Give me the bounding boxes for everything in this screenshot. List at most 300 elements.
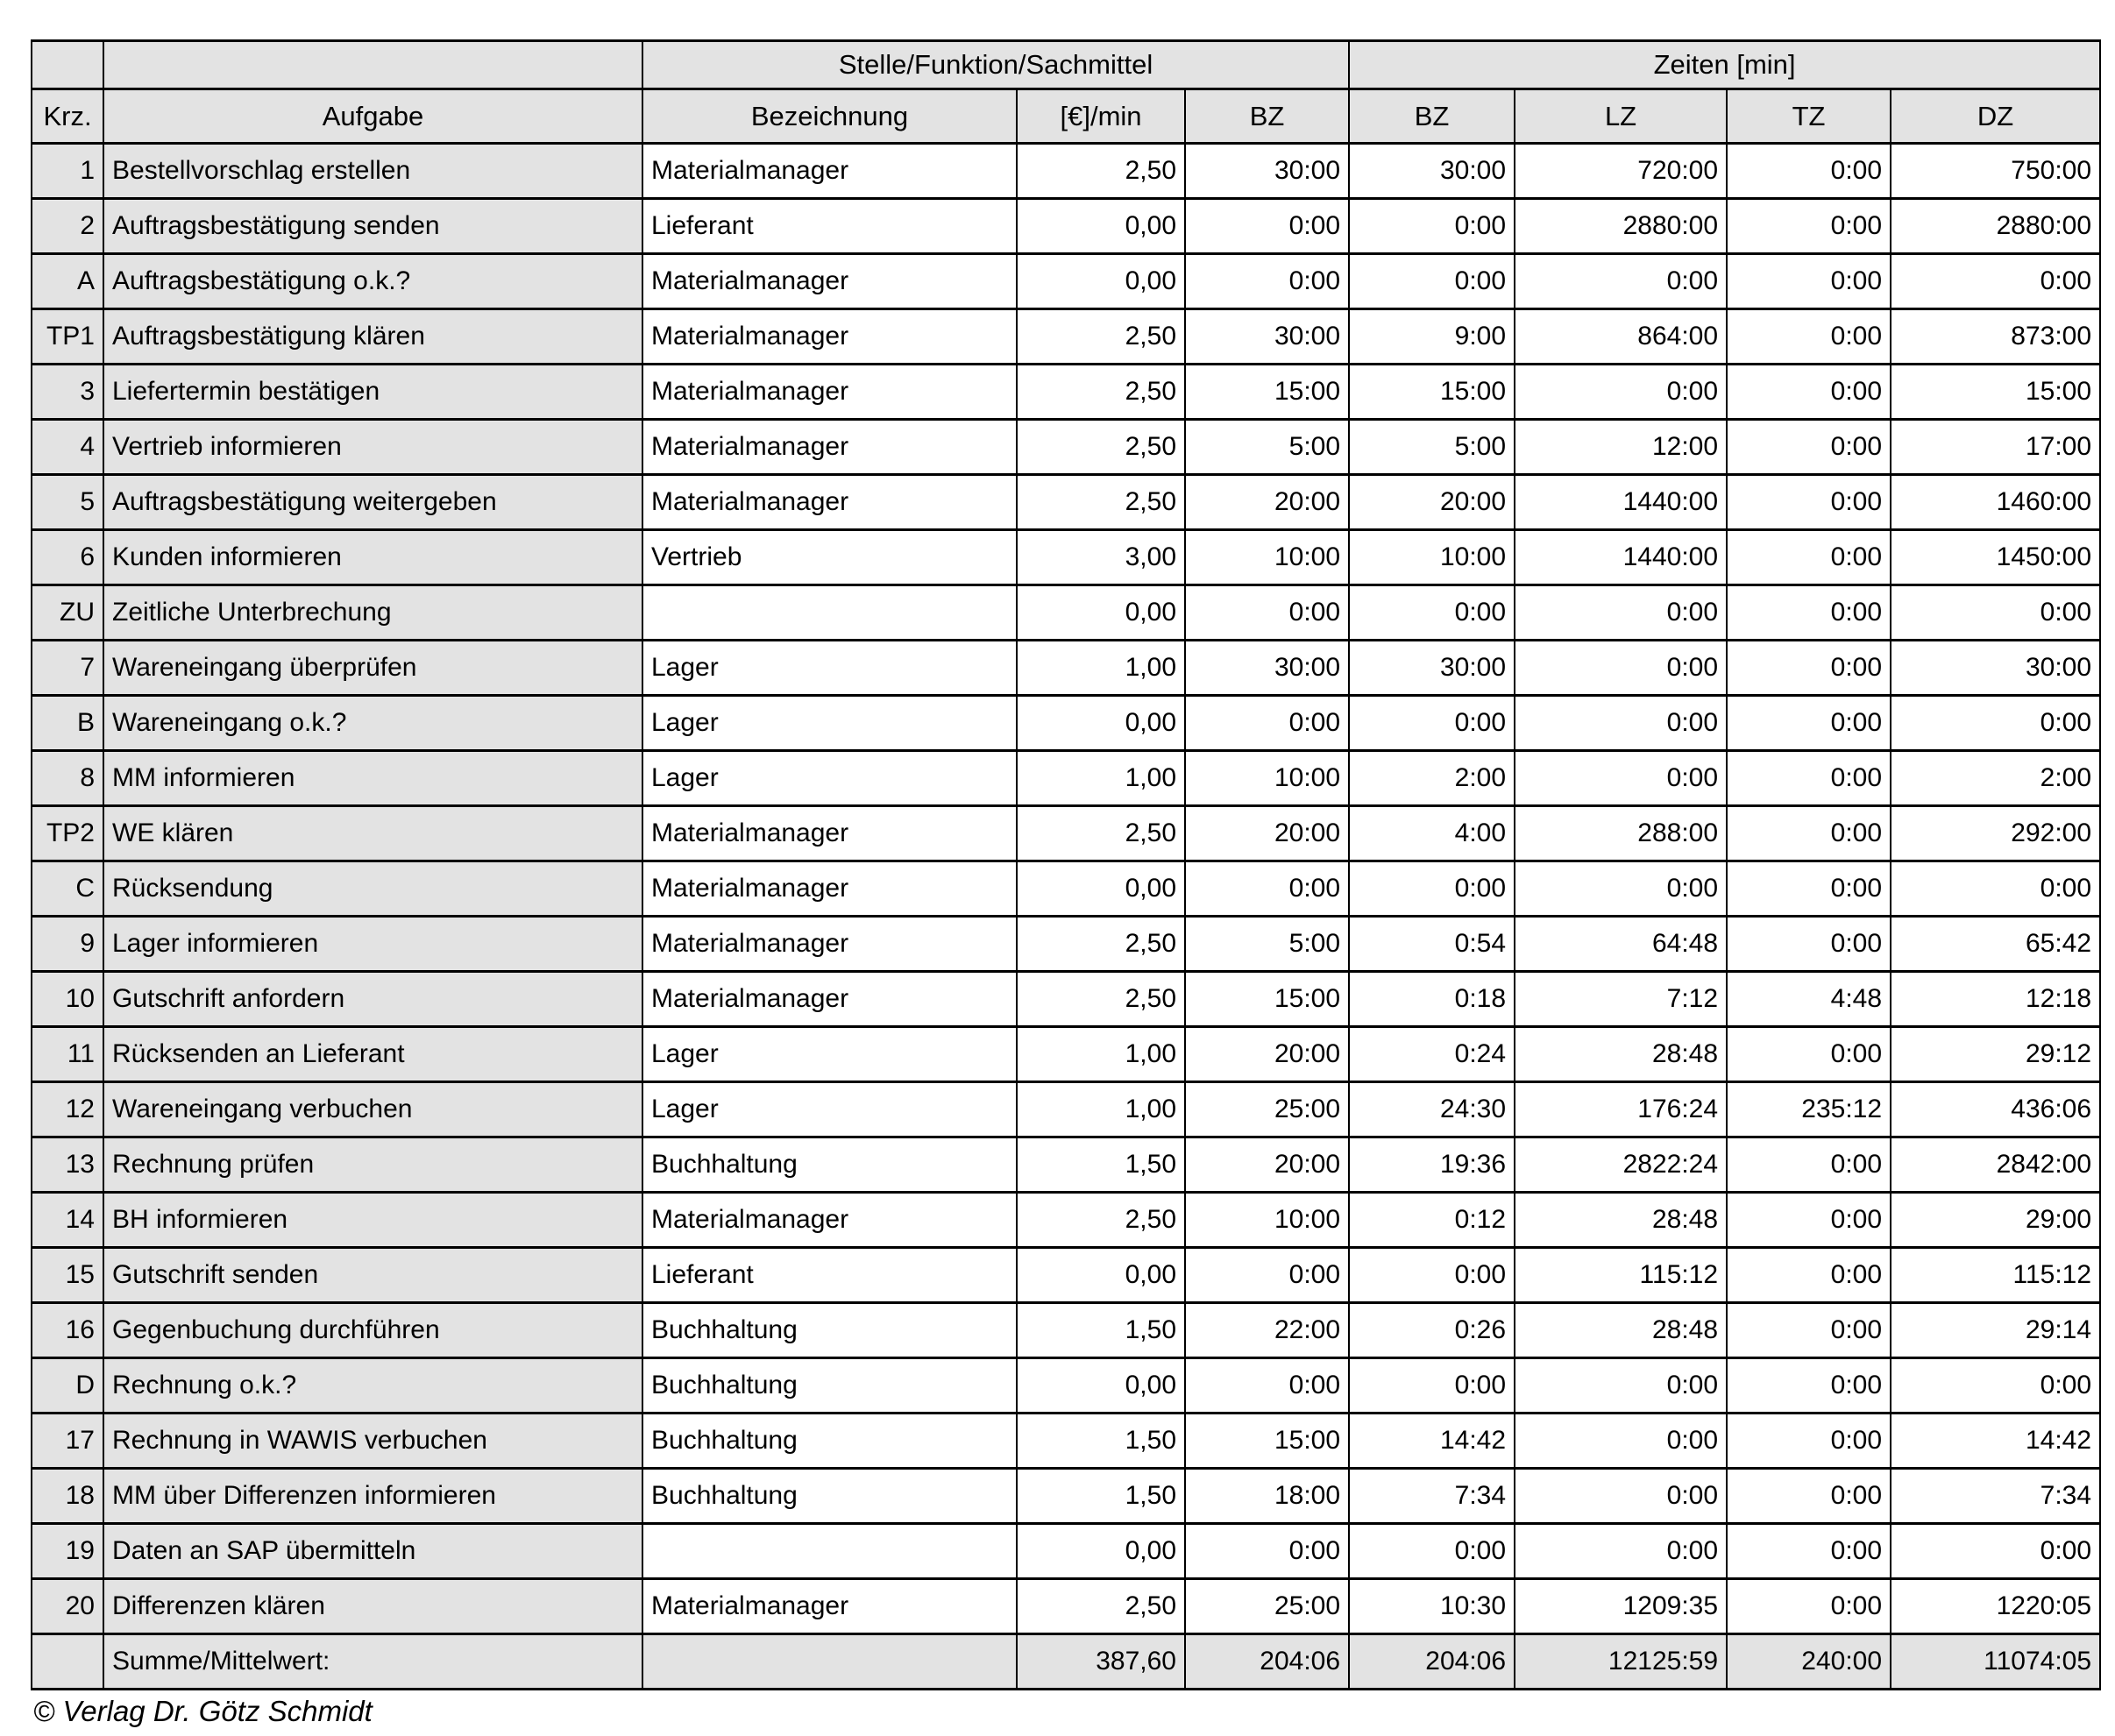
cell-krz: 13 xyxy=(32,1137,103,1193)
cell-lz: 1440:00 xyxy=(1515,475,1727,530)
cell-krz: 11 xyxy=(32,1027,103,1082)
cell-aufgabe: Gegenbuchung durchführen xyxy=(103,1303,642,1358)
cell-krz: 1 xyxy=(32,144,103,199)
header-columns-row xyxy=(32,89,2100,144)
header-spacer-aufgabe xyxy=(103,41,642,89)
cell-eur-min: 1,00 xyxy=(1017,641,1185,696)
cell-lz: 0:00 xyxy=(1515,696,1727,751)
cell-bezeichnung: Lager xyxy=(642,1082,1017,1137)
summary-tz: 240:00 xyxy=(1727,1634,1891,1690)
copyright-notice: © Verlag Dr. Götz Schmidt xyxy=(33,1695,373,1727)
cell-eur-min: 1,50 xyxy=(1017,1469,1185,1524)
cell-lz: 0:00 xyxy=(1515,751,1727,806)
cell-krz: ZU xyxy=(32,585,103,641)
cell-bz: 0:00 xyxy=(1349,1248,1515,1303)
table-row xyxy=(32,1414,2100,1469)
cell-tz: 0:00 xyxy=(1727,585,1891,641)
table-row xyxy=(32,475,2100,530)
table-footer xyxy=(32,1634,2100,1690)
cell-dz: 2880:00 xyxy=(1891,199,2100,254)
cell-krz: B xyxy=(32,696,103,751)
summary-label: Summe/Mittelwert: xyxy=(103,1634,642,1690)
table-row xyxy=(32,641,2100,696)
cell-bz: 0:26 xyxy=(1349,1303,1515,1358)
cell-eur-min: 0,00 xyxy=(1017,1524,1185,1579)
cell-bz: 0:00 xyxy=(1349,696,1515,751)
cell-eur-min: 1,50 xyxy=(1017,1137,1185,1193)
cell-lz: 0:00 xyxy=(1515,365,1727,420)
col-header-dz: DZ xyxy=(1891,89,2100,144)
cell-bezeichnung: Vertrieb xyxy=(642,530,1017,585)
cell-bezeichnung: Materialmanager xyxy=(642,806,1017,861)
cell-lz: 0:00 xyxy=(1515,254,1727,309)
table-row xyxy=(32,1579,2100,1634)
cell-bz: 30:00 xyxy=(1349,144,1515,199)
cell-eur-min: 2,50 xyxy=(1017,144,1185,199)
cell-dz: 0:00 xyxy=(1891,1524,2100,1579)
cell-tz: 0:00 xyxy=(1727,641,1891,696)
cell-tz: 0:00 xyxy=(1727,199,1891,254)
cell-dz: 0:00 xyxy=(1891,696,2100,751)
cell-tz: 0:00 xyxy=(1727,1469,1891,1524)
cell-aufgabe: Zeitliche Unterbrechung xyxy=(103,585,642,641)
table-row xyxy=(32,1082,2100,1137)
col-header-tz: TZ xyxy=(1727,89,1891,144)
cell-bz-soll: 10:00 xyxy=(1185,1193,1349,1248)
cell-tz: 0:00 xyxy=(1727,1027,1891,1082)
cell-dz: 30:00 xyxy=(1891,641,2100,696)
cell-bz: 10:00 xyxy=(1349,530,1515,585)
table-row xyxy=(32,751,2100,806)
col-header-bz: BZ xyxy=(1349,89,1515,144)
cell-tz: 0:00 xyxy=(1727,1579,1891,1634)
cell-bz: 4:00 xyxy=(1349,806,1515,861)
cell-lz: 864:00 xyxy=(1515,309,1727,365)
cell-bz: 7:34 xyxy=(1349,1469,1515,1524)
col-header-aufgabe: Aufgabe xyxy=(103,89,642,144)
summary-krz-cell xyxy=(32,1634,103,1690)
cell-eur-min: 2,50 xyxy=(1017,1193,1185,1248)
col-header-eur-min: [€]/min xyxy=(1017,89,1185,144)
table-row xyxy=(32,1469,2100,1524)
cell-tz: 0:00 xyxy=(1727,696,1891,751)
table-header xyxy=(32,41,2100,144)
cell-krz: C xyxy=(32,861,103,917)
cell-aufgabe: WE klären xyxy=(103,806,642,861)
cell-lz: 0:00 xyxy=(1515,1524,1727,1579)
cell-eur-min: 2,50 xyxy=(1017,365,1185,420)
cell-eur-min: 0,00 xyxy=(1017,585,1185,641)
task-time-analysis-table xyxy=(31,39,2101,1690)
cell-tz: 0:00 xyxy=(1727,365,1891,420)
cell-tz: 0:00 xyxy=(1727,1524,1891,1579)
cell-bezeichnung: Lieferant xyxy=(642,1248,1017,1303)
cell-dz: 29:12 xyxy=(1891,1027,2100,1082)
cell-bz: 0:00 xyxy=(1349,254,1515,309)
cell-dz: 2842:00 xyxy=(1891,1137,2100,1193)
cell-dz: 29:00 xyxy=(1891,1193,2100,1248)
cell-bz: 0:00 xyxy=(1349,1524,1515,1579)
cell-bz: 5:00 xyxy=(1349,420,1515,475)
table-row xyxy=(32,1193,2100,1248)
cell-bz-soll: 20:00 xyxy=(1185,475,1349,530)
cell-dz: 436:06 xyxy=(1891,1082,2100,1137)
cell-tz: 0:00 xyxy=(1727,309,1891,365)
cell-aufgabe: Rücksendung xyxy=(103,861,642,917)
cell-bezeichnung: Materialmanager xyxy=(642,144,1017,199)
cell-bz: 14:42 xyxy=(1349,1414,1515,1469)
cell-bezeichnung: Lager xyxy=(642,1027,1017,1082)
cell-eur-min: 2,50 xyxy=(1017,420,1185,475)
cell-tz: 0:00 xyxy=(1727,917,1891,972)
cell-krz: 14 xyxy=(32,1193,103,1248)
cell-aufgabe: Daten an SAP übermitteln xyxy=(103,1524,642,1579)
col-header-bezeichnung: Bezeichnung xyxy=(642,89,1017,144)
cell-aufgabe: Lager informieren xyxy=(103,917,642,972)
cell-tz: 0:00 xyxy=(1727,420,1891,475)
cell-lz: 176:24 xyxy=(1515,1082,1727,1137)
cell-bz-soll: 25:00 xyxy=(1185,1082,1349,1137)
cell-bz: 10:30 xyxy=(1349,1579,1515,1634)
cell-bezeichnung: Buchhaltung xyxy=(642,1137,1017,1193)
cell-aufgabe: Gutschrift anfordern xyxy=(103,972,642,1027)
cell-tz: 0:00 xyxy=(1727,1303,1891,1358)
cell-bz-soll: 0:00 xyxy=(1185,861,1349,917)
cell-bz-soll: 10:00 xyxy=(1185,751,1349,806)
cell-bz: 0:00 xyxy=(1349,861,1515,917)
cell-lz: 0:00 xyxy=(1515,1414,1727,1469)
cell-krz: 8 xyxy=(32,751,103,806)
cell-bezeichnung: Buchhaltung xyxy=(642,1469,1017,1524)
cell-eur-min: 0,00 xyxy=(1017,1358,1185,1414)
cell-lz: 0:00 xyxy=(1515,1358,1727,1414)
cell-krz: TP2 xyxy=(32,806,103,861)
cell-aufgabe: MM über Differenzen informieren xyxy=(103,1469,642,1524)
cell-krz: 16 xyxy=(32,1303,103,1358)
cell-bz: 0:18 xyxy=(1349,972,1515,1027)
cell-lz: 115:12 xyxy=(1515,1248,1727,1303)
cell-aufgabe: MM informieren xyxy=(103,751,642,806)
cell-aufgabe: Liefertermin bestätigen xyxy=(103,365,642,420)
cell-tz: 0:00 xyxy=(1727,1358,1891,1414)
cell-lz: 64:48 xyxy=(1515,917,1727,972)
cell-eur-min: 0,00 xyxy=(1017,1248,1185,1303)
cell-bz: 0:24 xyxy=(1349,1027,1515,1082)
cell-bz-soll: 0:00 xyxy=(1185,1248,1349,1303)
cell-krz: 9 xyxy=(32,917,103,972)
cell-aufgabe: Vertrieb informieren xyxy=(103,420,642,475)
cell-tz: 0:00 xyxy=(1727,475,1891,530)
cell-bz: 15:00 xyxy=(1349,365,1515,420)
cell-lz: 0:00 xyxy=(1515,861,1727,917)
cell-krz: 3 xyxy=(32,365,103,420)
cell-lz: 720:00 xyxy=(1515,144,1727,199)
cell-bezeichnung: Buchhaltung xyxy=(642,1303,1017,1358)
cell-lz: 12:00 xyxy=(1515,420,1727,475)
table-row xyxy=(32,199,2100,254)
cell-tz: 0:00 xyxy=(1727,1414,1891,1469)
cell-krz: 4 xyxy=(32,420,103,475)
cell-krz: 2 xyxy=(32,199,103,254)
cell-bezeichnung: Materialmanager xyxy=(642,420,1017,475)
cell-krz: TP1 xyxy=(32,309,103,365)
cell-bezeichnung: Materialmanager xyxy=(642,972,1017,1027)
table-row xyxy=(32,1524,2100,1579)
cell-bezeichnung xyxy=(642,585,1017,641)
cell-eur-min: 1,00 xyxy=(1017,751,1185,806)
cell-dz: 15:00 xyxy=(1891,365,2100,420)
summary-eur-min: 387,60 xyxy=(1017,1634,1185,1690)
cell-dz: 873:00 xyxy=(1891,309,2100,365)
col-header-lz: LZ xyxy=(1515,89,1727,144)
cell-eur-min: 2,50 xyxy=(1017,475,1185,530)
cell-aufgabe: Wareneingang überprüfen xyxy=(103,641,642,696)
cell-bz-soll: 0:00 xyxy=(1185,585,1349,641)
cell-krz: 10 xyxy=(32,972,103,1027)
cell-bezeichnung xyxy=(642,1524,1017,1579)
cell-bezeichnung: Lieferant xyxy=(642,199,1017,254)
summary-bz-soll: 204:06 xyxy=(1185,1634,1349,1690)
cell-bz: 20:00 xyxy=(1349,475,1515,530)
cell-krz: A xyxy=(32,254,103,309)
cell-aufgabe: Wareneingang verbuchen xyxy=(103,1082,642,1137)
table-row xyxy=(32,1358,2100,1414)
col-header-krz: Krz. xyxy=(32,89,103,144)
cell-bz-soll: 0:00 xyxy=(1185,696,1349,751)
cell-dz: 29:14 xyxy=(1891,1303,2100,1358)
table-row xyxy=(32,806,2100,861)
header-group-zeiten-min: Zeiten [min] xyxy=(1349,41,2100,89)
table-row xyxy=(32,917,2100,972)
cell-tz: 0:00 xyxy=(1727,1248,1891,1303)
cell-bezeichnung: Materialmanager xyxy=(642,254,1017,309)
cell-bz-soll: 0:00 xyxy=(1185,254,1349,309)
cell-dz: 1460:00 xyxy=(1891,475,2100,530)
cell-krz: 18 xyxy=(32,1469,103,1524)
cell-dz: 17:00 xyxy=(1891,420,2100,475)
cell-bz-soll: 20:00 xyxy=(1185,1137,1349,1193)
cell-bz: 0:54 xyxy=(1349,917,1515,972)
cell-lz: 28:48 xyxy=(1515,1027,1727,1082)
summary-dz: 11074:05 xyxy=(1891,1634,2100,1690)
cell-bz: 19:36 xyxy=(1349,1137,1515,1193)
cell-dz: 1450:00 xyxy=(1891,530,2100,585)
table-row xyxy=(32,530,2100,585)
cell-krz: 17 xyxy=(32,1414,103,1469)
cell-lz: 2822:24 xyxy=(1515,1137,1727,1193)
cell-bezeichnung: Materialmanager xyxy=(642,475,1017,530)
summary-bz: 204:06 xyxy=(1349,1634,1515,1690)
cell-eur-min: 2,50 xyxy=(1017,972,1185,1027)
cell-krz: 5 xyxy=(32,475,103,530)
table-row xyxy=(32,144,2100,199)
cell-tz: 0:00 xyxy=(1727,1193,1891,1248)
cell-bezeichnung: Buchhaltung xyxy=(642,1358,1017,1414)
cell-dz: 12:18 xyxy=(1891,972,2100,1027)
cell-bezeichnung: Lager xyxy=(642,696,1017,751)
cell-bz: 24:30 xyxy=(1349,1082,1515,1137)
cell-lz: 1209:35 xyxy=(1515,1579,1727,1634)
cell-bz-soll: 0:00 xyxy=(1185,1358,1349,1414)
cell-krz: 6 xyxy=(32,530,103,585)
cell-krz: 19 xyxy=(32,1524,103,1579)
table-row xyxy=(32,365,2100,420)
cell-bezeichnung: Materialmanager xyxy=(642,917,1017,972)
cell-bz-soll: 30:00 xyxy=(1185,144,1349,199)
cell-tz: 0:00 xyxy=(1727,144,1891,199)
cell-bz-soll: 22:00 xyxy=(1185,1303,1349,1358)
cell-aufgabe: Auftragsbestätigung klären xyxy=(103,309,642,365)
cell-bz: 0:00 xyxy=(1349,1358,1515,1414)
header-group-row xyxy=(32,41,2100,89)
table-row xyxy=(32,309,2100,365)
cell-eur-min: 1,00 xyxy=(1017,1027,1185,1082)
cell-dz: 7:34 xyxy=(1891,1469,2100,1524)
cell-krz: D xyxy=(32,1358,103,1414)
cell-bz-soll: 0:00 xyxy=(1185,199,1349,254)
cell-eur-min: 2,50 xyxy=(1017,309,1185,365)
table-row xyxy=(32,254,2100,309)
cell-tz: 0:00 xyxy=(1727,806,1891,861)
cell-eur-min: 1,00 xyxy=(1017,1082,1185,1137)
cell-lz: 0:00 xyxy=(1515,585,1727,641)
cell-aufgabe: Bestellvorschlag erstellen xyxy=(103,144,642,199)
cell-aufgabe: Wareneingang o.k.? xyxy=(103,696,642,751)
cell-lz: 2880:00 xyxy=(1515,199,1727,254)
cell-dz: 292:00 xyxy=(1891,806,2100,861)
cell-bezeichnung: Lager xyxy=(642,751,1017,806)
cell-dz: 2:00 xyxy=(1891,751,2100,806)
cell-bz-soll: 5:00 xyxy=(1185,917,1349,972)
cell-eur-min: 0,00 xyxy=(1017,254,1185,309)
cell-eur-min: 1,50 xyxy=(1017,1414,1185,1469)
cell-eur-min: 3,00 xyxy=(1017,530,1185,585)
cell-dz: 14:42 xyxy=(1891,1414,2100,1469)
cell-aufgabe: Kunden informieren xyxy=(103,530,642,585)
cell-bz-soll: 15:00 xyxy=(1185,972,1349,1027)
cell-bz-soll: 25:00 xyxy=(1185,1579,1349,1634)
cell-eur-min: 0,00 xyxy=(1017,199,1185,254)
cell-lz: 0:00 xyxy=(1515,1469,1727,1524)
header-spacer-krz xyxy=(32,41,103,89)
cell-aufgabe: Auftragsbestätigung senden xyxy=(103,199,642,254)
cell-lz: 0:00 xyxy=(1515,641,1727,696)
cell-bz: 2:00 xyxy=(1349,751,1515,806)
cell-tz: 235:12 xyxy=(1727,1082,1891,1137)
cell-bz: 0:00 xyxy=(1349,199,1515,254)
table-row xyxy=(32,1303,2100,1358)
table-row xyxy=(32,1137,2100,1193)
cell-bz-soll: 15:00 xyxy=(1185,365,1349,420)
header-group-stelle-funktion-sachmittel: Stelle/Funktion/Sachmittel xyxy=(642,41,1349,89)
cell-eur-min: 2,50 xyxy=(1017,917,1185,972)
cell-bezeichnung: Materialmanager xyxy=(642,309,1017,365)
cell-bezeichnung: Materialmanager xyxy=(642,861,1017,917)
cell-aufgabe: Gutschrift senden xyxy=(103,1248,642,1303)
cell-krz: 7 xyxy=(32,641,103,696)
cell-bezeichnung: Lager xyxy=(642,641,1017,696)
cell-bz-soll: 30:00 xyxy=(1185,641,1349,696)
cell-bezeichnung: Buchhaltung xyxy=(642,1414,1017,1469)
cell-dz: 750:00 xyxy=(1891,144,2100,199)
cell-bz-soll: 10:00 xyxy=(1185,530,1349,585)
cell-bz-soll: 20:00 xyxy=(1185,1027,1349,1082)
cell-aufgabe: Rechnung o.k.? xyxy=(103,1358,642,1414)
cell-dz: 65:42 xyxy=(1891,917,2100,972)
cell-eur-min: 0,00 xyxy=(1017,696,1185,751)
cell-dz: 0:00 xyxy=(1891,1358,2100,1414)
cell-tz: 0:00 xyxy=(1727,254,1891,309)
col-header-bz-soll: BZ xyxy=(1185,89,1349,144)
cell-dz: 1220:05 xyxy=(1891,1579,2100,1634)
cell-bz-soll: 15:00 xyxy=(1185,1414,1349,1469)
cell-krz: 20 xyxy=(32,1579,103,1634)
table-row xyxy=(32,1248,2100,1303)
summary-bezeichnung-cell xyxy=(642,1634,1017,1690)
cell-bz-soll: 30:00 xyxy=(1185,309,1349,365)
cell-tz: 4:48 xyxy=(1727,972,1891,1027)
cell-aufgabe: Rechnung prüfen xyxy=(103,1137,642,1193)
cell-krz: 12 xyxy=(32,1082,103,1137)
cell-eur-min: 0,00 xyxy=(1017,861,1185,917)
cell-bezeichnung: Materialmanager xyxy=(642,1193,1017,1248)
cell-lz: 7:12 xyxy=(1515,972,1727,1027)
cell-bz-soll: 18:00 xyxy=(1185,1469,1349,1524)
cell-aufgabe: Rücksenden an Lieferant xyxy=(103,1027,642,1082)
cell-tz: 0:00 xyxy=(1727,751,1891,806)
summary-lz: 12125:59 xyxy=(1515,1634,1727,1690)
cell-dz: 115:12 xyxy=(1891,1248,2100,1303)
cell-tz: 0:00 xyxy=(1727,861,1891,917)
cell-tz: 0:00 xyxy=(1727,530,1891,585)
cell-aufgabe: Differenzen klären xyxy=(103,1579,642,1634)
cell-krz: 15 xyxy=(32,1248,103,1303)
cell-aufgabe: Auftragsbestätigung weitergeben xyxy=(103,475,642,530)
cell-aufgabe: Auftragsbestätigung o.k.? xyxy=(103,254,642,309)
cell-dz: 0:00 xyxy=(1891,861,2100,917)
cell-tz: 0:00 xyxy=(1727,1137,1891,1193)
table-body xyxy=(32,144,2100,1634)
cell-bz: 30:00 xyxy=(1349,641,1515,696)
cell-bz-soll: 0:00 xyxy=(1185,1524,1349,1579)
summary-row xyxy=(32,1634,2100,1690)
cell-bz: 0:00 xyxy=(1349,585,1515,641)
cell-bezeichnung: Materialmanager xyxy=(642,365,1017,420)
cell-eur-min: 2,50 xyxy=(1017,1579,1185,1634)
cell-lz: 288:00 xyxy=(1515,806,1727,861)
table-row xyxy=(32,420,2100,475)
table-row xyxy=(32,1027,2100,1082)
cell-bz-soll: 5:00 xyxy=(1185,420,1349,475)
cell-bezeichnung: Materialmanager xyxy=(642,1579,1017,1634)
table-row xyxy=(32,972,2100,1027)
cell-bz-soll: 20:00 xyxy=(1185,806,1349,861)
table-row xyxy=(32,696,2100,751)
cell-dz: 0:00 xyxy=(1891,585,2100,641)
cell-lz: 28:48 xyxy=(1515,1303,1727,1358)
cell-bz: 0:12 xyxy=(1349,1193,1515,1248)
cell-eur-min: 2,50 xyxy=(1017,806,1185,861)
cell-aufgabe: BH informieren xyxy=(103,1193,642,1248)
cell-aufgabe: Rechnung in WAWIS verbuchen xyxy=(103,1414,642,1469)
table-row xyxy=(32,585,2100,641)
cell-dz: 0:00 xyxy=(1891,254,2100,309)
cell-eur-min: 1,50 xyxy=(1017,1303,1185,1358)
cell-bz: 9:00 xyxy=(1349,309,1515,365)
cell-lz: 28:48 xyxy=(1515,1193,1727,1248)
table-row xyxy=(32,861,2100,917)
cell-lz: 1440:00 xyxy=(1515,530,1727,585)
